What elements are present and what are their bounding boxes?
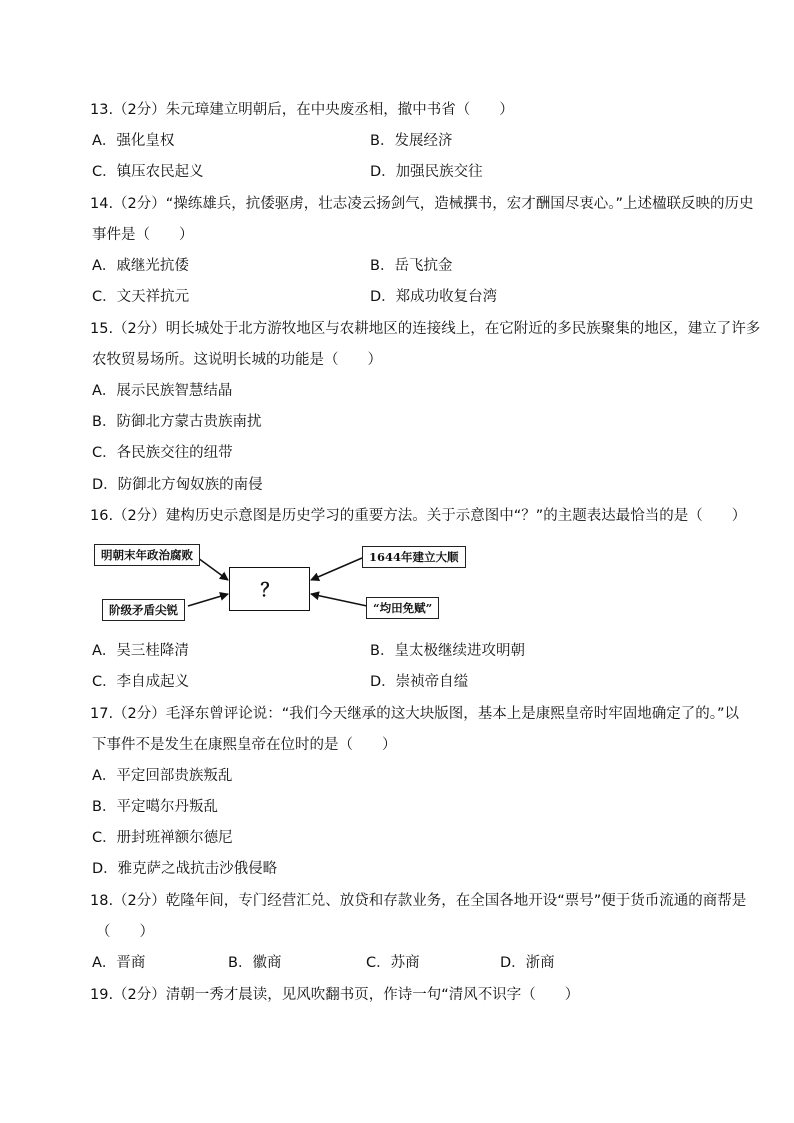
question-13-option-d[interactable]: D．加强民族交往 — [370, 164, 483, 180]
question-15-option-a[interactable]: A．展示民族智慧结晶 — [92, 383, 233, 399]
history-diagram — [90, 536, 470, 626]
question-16-option-c[interactable]: C．李自成起义 — [92, 674, 190, 690]
arrow-from-top-right — [311, 558, 362, 580]
question-18-option-b[interactable]: B．徽商 — [228, 955, 282, 971]
question-13-option-a[interactable]: A．强化皇权 — [92, 133, 175, 149]
question-16-option-a[interactable]: A．吴三桂降清 — [92, 643, 189, 659]
question-18-stem-line-2: （ ） — [96, 924, 154, 940]
question-18-option-d[interactable]: D．浙商 — [500, 955, 555, 971]
diagram-center-question: ？ — [229, 567, 310, 611]
question-17-option-a[interactable]: A．平定回部贵族叛乱 — [92, 768, 233, 784]
diagram-box-political-corruption: 明朝末年政治腐败 — [94, 544, 200, 566]
question-15-option-c[interactable]: C．各民族交往的纽带 — [92, 445, 233, 461]
question-17-option-b[interactable]: B．平定噶尔丹叛乱 — [92, 799, 218, 815]
question-17-option-d[interactable]: D．雅克萨之战抗击沙俄侵略 — [92, 861, 278, 877]
question-14-stem-line-1: 14.（2分）“操练雄兵，抗倭驱虏，壮志凌云扬剑气，造械撰书，宏才酬国尽衷心。”上述楹联反映的历史 — [90, 196, 754, 212]
question-13-option-b[interactable]: B．发展经济 — [370, 133, 453, 149]
question-15-option-d[interactable]: D．防御北方匈奴族的南侵 — [92, 477, 263, 493]
arrow-from-bottom-left — [188, 594, 228, 606]
question-19-stem: 19.（2分）清朝一秀才晨读，见风吹翻书页，作诗一句“清风不识字（ ） — [90, 987, 580, 1003]
question-18-option-c[interactable]: C．苏商 — [366, 955, 420, 971]
diagram-box-land-equalization: “均田免赋” — [366, 597, 439, 619]
question-14-option-a[interactable]: A．戚继光抗倭 — [92, 258, 189, 274]
question-17-stem-line-2: 下事件不是发生在康熙皇帝在位时的是（ ） — [92, 737, 397, 753]
question-17-option-c[interactable]: C．册封班禅额尔德尼 — [92, 830, 233, 846]
diagram-box-class-conflict: 阶级矛盾尖锐 — [102, 599, 185, 621]
question-14-stem-line-2: 事件是（ ） — [92, 227, 194, 243]
diagram-box-dashun-1644: 1644年建立大顺 — [362, 546, 466, 568]
question-14-option-d[interactable]: D．郑成功收复台湾 — [370, 289, 498, 305]
question-13-stem: 13.（2分）朱元璋建立明朝后，在中央废丞相，撤中书省（ ） — [90, 102, 514, 118]
question-15-stem-line-2: 农牧贸易场所。这说明长城的功能是（ ） — [92, 352, 382, 368]
arrow-from-bottom-right — [311, 594, 367, 606]
question-16-option-d[interactable]: D．崇祯帝自缢 — [370, 674, 469, 690]
arrow-from-top-left — [198, 558, 228, 580]
question-18-option-a[interactable]: A．晋商 — [92, 955, 146, 971]
question-15-stem-line-1: 15.（2分）明长城处于北方游牧地区与农耕地区的连接线上，在它附近的多民族聚集的地区，建立了许多 — [90, 321, 761, 337]
question-16-stem: 16.（2分）建构历史示意图是历史学习的重要方法。关于示意图中“？”的主题表达最恰当的是（ ） — [90, 508, 747, 524]
question-17-stem-line-1: 17.（2分）毛泽东曾评论说：“我们今天继承的这大块版图，基本上是康熙皇帝时牢固地确定了的。”以 — [90, 706, 740, 722]
question-13-option-c[interactable]: C．镇压农民起义 — [92, 164, 204, 180]
question-14-option-b[interactable]: B．岳飞抗金 — [370, 258, 453, 274]
question-18-stem-line-1: 18.（2分）乾隆年间，专门经营汇兑、放贷和存款业务，在全国各地开设“票号”便于货币流通的商帮是 — [90, 893, 747, 909]
question-15-option-b[interactable]: B．防御北方蒙古贵族南扰 — [92, 414, 262, 430]
question-14-option-c[interactable]: C．文天祥抗元 — [92, 289, 190, 305]
question-16-option-b[interactable]: B．皇太极继续进攻明朝 — [370, 643, 525, 659]
